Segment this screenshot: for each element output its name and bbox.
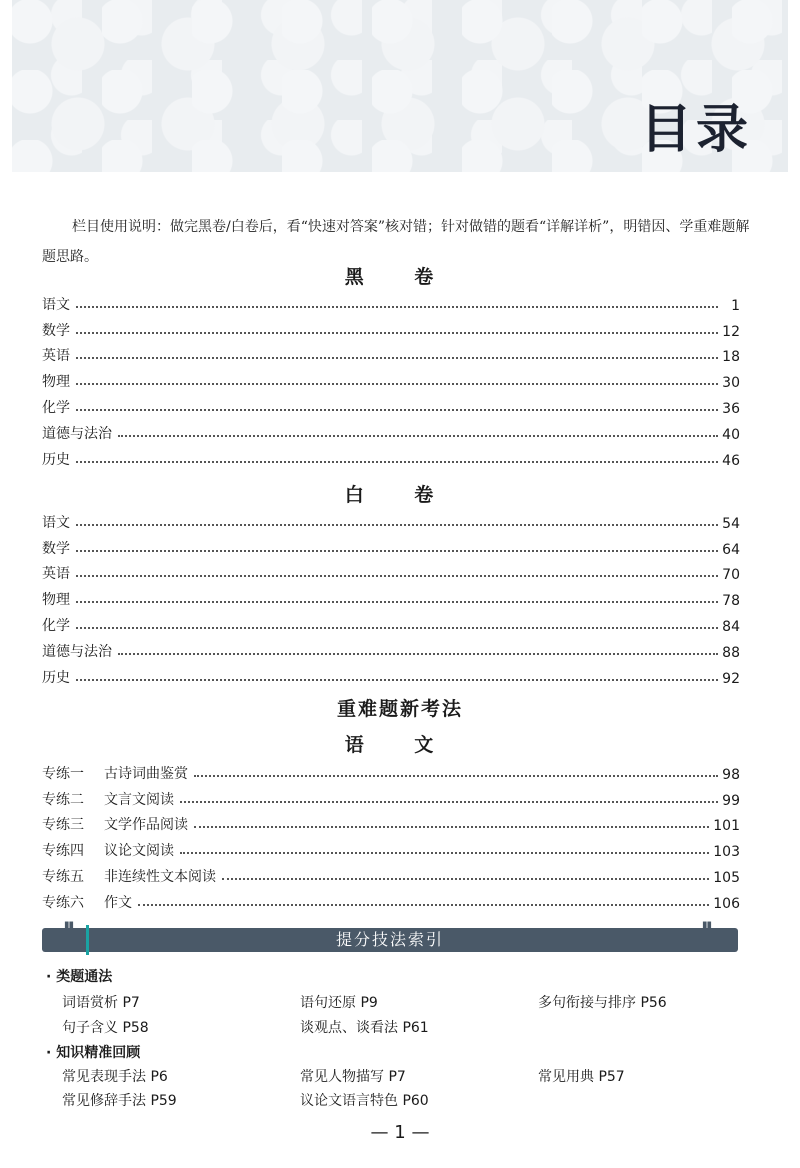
toc-code: 专练六 (42, 894, 84, 911)
toc-page: 98 (722, 766, 740, 783)
dot-leader (76, 383, 718, 385)
dot-leader (76, 601, 718, 603)
toc-page: 18 (722, 349, 740, 366)
category-heading: · 类题通法 (46, 969, 113, 985)
dot-leader (222, 878, 709, 880)
toc-label: 文言文阅读 (104, 791, 174, 808)
toc-code: 专练五 (42, 868, 84, 885)
toc-entry[interactable] (42, 314, 740, 340)
toc-entry[interactable] (42, 783, 740, 809)
banner-right-mark-icon: ▮▮ (702, 920, 712, 931)
toc-entry[interactable] (42, 417, 740, 443)
toc-label: 化学 (42, 617, 70, 634)
dot-leader (76, 575, 718, 577)
dot-leader (76, 357, 718, 359)
toc-entry[interactable] (42, 834, 740, 860)
toc-page: 36 (722, 400, 740, 417)
toc-page: 70 (722, 567, 740, 584)
dot-leader (76, 306, 718, 308)
toc-code: 专练三 (42, 817, 84, 834)
toc-label: 文学作品阅读 (104, 817, 188, 834)
toc-label: 道德与法治 (42, 643, 112, 660)
index-item[interactable]: 语句还原 P9 (300, 995, 378, 1011)
index-item[interactable]: 谈观点、谈看法 P61 (300, 1020, 429, 1036)
index-item[interactable]: 常见表现手法 P6 (62, 1069, 168, 1085)
dot-leader (76, 627, 718, 629)
toc-label: 数学 (42, 322, 70, 339)
toc-label: 非连续性文本阅读 (104, 868, 216, 885)
white-volume-title: 白 卷 (344, 484, 456, 506)
toc-entry[interactable] (42, 340, 740, 366)
index-item[interactable]: 常见修辞手法 P59 (62, 1093, 177, 1109)
page-title: 目录 (639, 100, 752, 160)
dot-leader (76, 461, 718, 463)
toc-page: 12 (722, 323, 740, 340)
black-volume-list (42, 288, 740, 469)
toc-page: 78 (722, 593, 740, 610)
toc-entry[interactable] (42, 583, 740, 609)
index-item[interactable]: 词语赏析 P7 (62, 995, 140, 1011)
dot-leader (76, 679, 718, 681)
key-difficult-list (42, 757, 740, 912)
page-number: — 1 — (370, 1122, 430, 1143)
toc-label: 议论文阅读 (104, 843, 174, 860)
toc-page: 88 (722, 644, 740, 661)
dot-leader (118, 435, 718, 437)
toc-label: 语文 (42, 296, 70, 313)
toc-page: 30 (722, 375, 740, 392)
toc-label: 物理 (42, 374, 70, 391)
toc-code: 专练一 (42, 765, 84, 782)
toc-page: 105 (713, 869, 740, 886)
toc-page: 84 (722, 618, 740, 635)
toc-page: 103 (713, 844, 740, 861)
index-item[interactable]: 议论文语言特色 P60 (300, 1093, 429, 1109)
dot-leader (138, 904, 709, 906)
toc-page: 46 (722, 452, 740, 469)
toc-entry[interactable] (42, 558, 740, 584)
toc-label: 语文 (42, 514, 70, 531)
toc-entry[interactable] (42, 288, 740, 314)
toc-label: 道德与法治 (42, 425, 112, 442)
dot-leader (76, 409, 718, 411)
dot-leader (76, 550, 718, 552)
toc-page: 92 (722, 670, 740, 687)
toc-entry[interactable] (42, 635, 740, 661)
toc-entry[interactable] (42, 886, 740, 912)
usage-note: 栏目使用说明：做完黑卷/白卷后，看“快速对答案”核对错；针对做错的题看“详解详析”，明错因、学重难题解题思路。 (42, 219, 750, 265)
toc-label: 物理 (42, 592, 70, 609)
toc-label: 历史 (42, 451, 70, 468)
index-item[interactable]: 多句衔接与排序 P56 (538, 995, 667, 1011)
toc-entry[interactable] (42, 365, 740, 391)
toc-page: 64 (722, 541, 740, 558)
index-item[interactable]: 句子含义 P58 (62, 1020, 149, 1036)
toc-label: 古诗词曲鉴赏 (104, 765, 188, 782)
category-heading: · 知识精准回顾 (46, 1045, 141, 1061)
dot-leader (76, 332, 718, 334)
toc-page: 40 (722, 426, 740, 443)
toc-entry[interactable] (42, 661, 740, 687)
skills-index-title: 提分技法索引 (335, 930, 444, 949)
toc-page: 99 (722, 792, 740, 809)
index-item[interactable]: 常见人物描写 P7 (300, 1069, 406, 1085)
toc-entry[interactable] (42, 809, 740, 835)
toc-label: 英语 (42, 348, 70, 365)
toc-entry[interactable] (42, 391, 740, 417)
banner-left-mark-icon: ▮▮ (64, 920, 74, 931)
toc-label: 化学 (42, 399, 70, 416)
toc-page: 1 (731, 297, 740, 314)
dot-leader (180, 852, 709, 854)
toc-label: 历史 (42, 669, 70, 686)
dot-leader (76, 524, 718, 526)
index-item[interactable]: 常见用典 P57 (538, 1069, 625, 1085)
toc-code: 专练四 (42, 843, 84, 860)
toc-page: 106 (713, 895, 740, 912)
toc-entry[interactable] (42, 860, 740, 886)
chinese-subtitle: 语 文 (344, 734, 456, 756)
toc-page: 101 (713, 818, 740, 835)
toc-entry[interactable] (42, 532, 740, 558)
dot-leader (194, 775, 718, 777)
black-volume-title: 黑 卷 (344, 266, 456, 288)
dot-leader (180, 801, 718, 803)
toc-entry[interactable] (42, 443, 740, 469)
dot-leader (118, 653, 718, 655)
white-volume-list (42, 506, 740, 687)
toc-label: 英语 (42, 566, 70, 583)
toc-label: 数学 (42, 540, 70, 557)
toc-entry[interactable] (42, 757, 740, 783)
toc-entry[interactable] (42, 506, 740, 532)
toc-page: 54 (722, 515, 740, 532)
dot-leader (194, 826, 709, 828)
toc-code: 专练二 (42, 791, 84, 808)
key-difficult-title: 重难题新考法 (336, 698, 463, 720)
toc-entry[interactable] (42, 609, 740, 635)
toc-label: 作文 (104, 894, 132, 911)
